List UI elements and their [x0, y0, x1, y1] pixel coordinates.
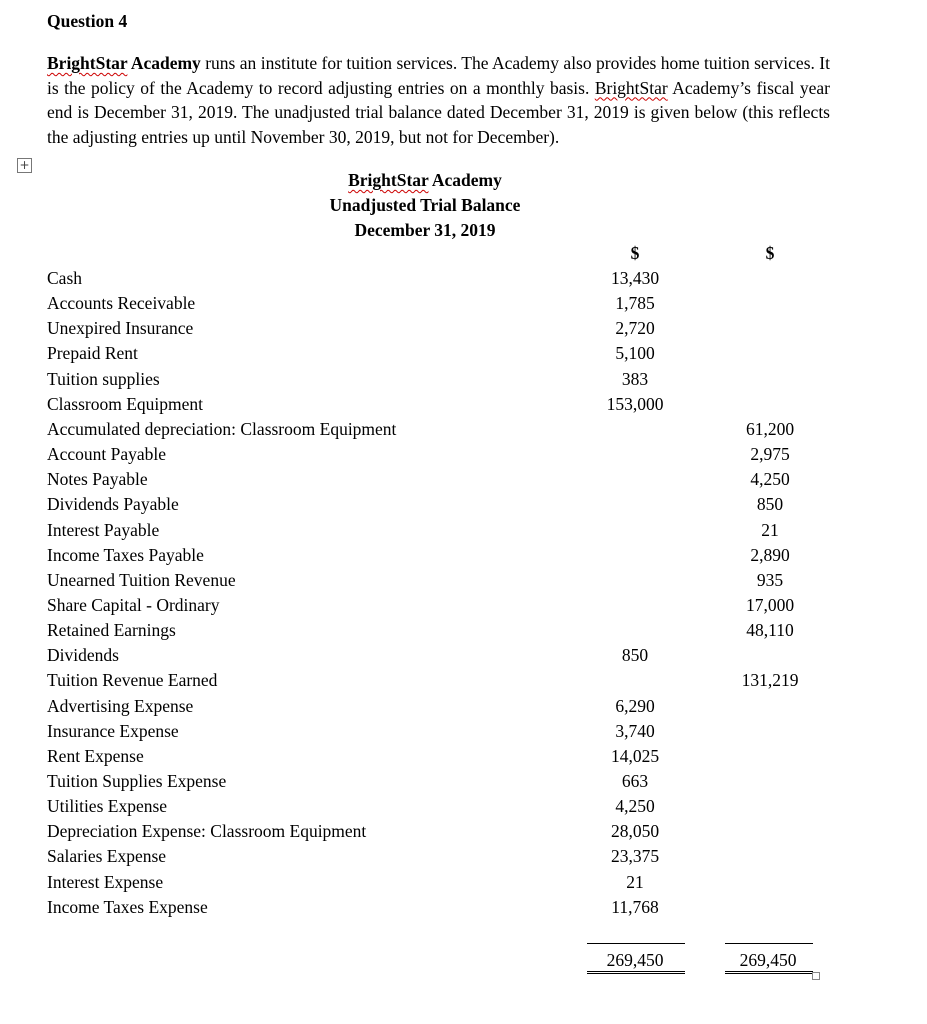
table-row — [0, 545, 927, 570]
credit-subtotal-rule — [725, 943, 813, 944]
account-label: Tuition Supplies Expense — [47, 771, 227, 791]
debit-amount: 11,768 — [611, 896, 659, 917]
question-paragraph — [47, 51, 830, 150]
credit-amount: 935 — [756, 569, 784, 590]
debit-amount: 850 — [621, 645, 649, 666]
company-name-2: BrightStar — [594, 77, 668, 98]
table-row — [0, 520, 927, 545]
credit-total-double-rule — [725, 971, 813, 974]
paragraph-text-2: Academy’s fiscal year end is December 31, 2019. The unadjusted trial balance dated December 31, 2019 is given below (this reflects the adjusting entries up until November 30, 2019, but not for December). — [47, 77, 830, 148]
credit-amount: 131,219 — [741, 670, 799, 691]
account-label: Accounts Receivable — [47, 293, 196, 314]
credit-amount: 850 — [756, 494, 784, 515]
credit-amount: 61,200 — [745, 418, 795, 439]
account-label: Interest Payable — [47, 519, 160, 540]
debit-amount: 13,430 — [610, 268, 660, 288]
table-row — [0, 696, 927, 721]
table-row — [0, 268, 927, 293]
account-label: Utilities Expense — [47, 796, 168, 817]
account-label: Notes Payable — [47, 469, 148, 490]
table-row — [0, 419, 927, 444]
table-row — [0, 771, 927, 796]
table-row — [0, 494, 927, 519]
account-label: Dividends Payable — [47, 494, 179, 515]
account-label: Tuition Revenue Earned — [47, 670, 218, 691]
debit-amount: 2,720 — [615, 318, 655, 339]
debit-amount: 6,290 — [615, 695, 655, 716]
account-label: Depreciation Expense: Classroom Equipment — [47, 821, 367, 842]
account-label: Insurance Expense — [47, 720, 179, 741]
account-label: Salaries Expense — [47, 846, 167, 867]
paragraph-text-1: runs an institute for tuition services. The Academy also provides home tuition services. It is the policy of the Academy to record adjusting entries on a monthly basis. — [47, 53, 830, 98]
company-name-word2: Academy — [130, 53, 201, 73]
account-label: Share Capital - Ordinary — [47, 594, 220, 615]
debit-amount: 23,375 — [610, 846, 660, 867]
company-name: BrightStar — [47, 53, 128, 73]
credit-currency: $ — [765, 243, 775, 263]
currency-header-row — [0, 243, 927, 268]
account-label: Unexpired Insurance — [47, 318, 194, 339]
account-label: Interest Expense — [47, 871, 164, 892]
table-row — [0, 444, 927, 469]
account-label: Unearned Tuition Revenue — [47, 569, 236, 590]
account-label: Advertising Expense — [47, 695, 194, 716]
account-label: Income Taxes Payable — [47, 544, 204, 565]
account-label: Tuition supplies — [47, 368, 160, 389]
credit-amount: 2,975 — [750, 444, 790, 465]
statement-date: December 31, 2019 — [354, 220, 496, 240]
credit-amount: 17,000 — [745, 594, 795, 615]
account-label: Classroom Equipment — [47, 393, 204, 414]
debit-currency: $ — [630, 243, 640, 263]
table-row — [0, 872, 927, 897]
table-row — [0, 369, 927, 394]
credit-amount: 4,250 — [750, 469, 790, 490]
table-row — [0, 746, 927, 771]
account-label: Accumulated depreciation: Classroom Equipment — [47, 418, 397, 439]
total-credit: 269,450 — [739, 950, 797, 970]
debit-amount: 663 — [621, 771, 649, 791]
account-label: Rent Expense — [47, 745, 144, 766]
table-row — [0, 796, 927, 821]
table-row — [0, 394, 927, 419]
account-label: Dividends — [47, 645, 119, 666]
resize-handle-icon[interactable] — [812, 972, 820, 980]
debit-amount: 28,050 — [610, 821, 660, 842]
debit-amount: 153,000 — [606, 393, 664, 414]
table-row — [0, 846, 927, 871]
account-label: Prepaid Rent — [47, 343, 138, 364]
debit-amount: 3,740 — [615, 720, 655, 741]
statement-company: BrightStar Academy — [348, 170, 502, 190]
table-row — [0, 645, 927, 670]
debit-total-double-rule — [587, 971, 685, 974]
debit-amount: 4,250 — [615, 796, 655, 817]
table-row — [0, 721, 927, 746]
table-row — [0, 897, 927, 922]
credit-amount: 48,110 — [746, 620, 794, 641]
account-label: Retained Earnings — [47, 620, 176, 641]
table-row — [0, 343, 927, 368]
table-row — [0, 821, 927, 846]
debit-amount: 383 — [621, 368, 649, 389]
table-row — [0, 318, 927, 343]
table-row — [0, 595, 927, 620]
debit-amount: 1,785 — [615, 293, 655, 314]
debit-subtotal-rule — [587, 943, 685, 944]
debit-amount: 21 — [626, 871, 644, 892]
credit-amount: 2,890 — [750, 544, 790, 565]
total-debit: 269,450 — [606, 950, 664, 970]
table-row — [0, 620, 927, 645]
account-label: Account Payable — [47, 444, 167, 465]
question-title: Question 4 — [47, 11, 128, 31]
move-handle-icon[interactable]: + — [17, 158, 32, 173]
table-row — [0, 570, 927, 595]
table-row — [0, 293, 927, 318]
debit-amount: 5,100 — [615, 343, 655, 364]
debit-amount: 14,025 — [610, 745, 660, 766]
statement-title: Unadjusted Trial Balance — [329, 195, 521, 215]
table-row — [0, 469, 927, 494]
credit-amount: 21 — [761, 519, 779, 540]
account-label: Cash — [47, 268, 82, 288]
table-row — [0, 670, 927, 695]
account-label: Income Taxes Expense — [47, 896, 208, 917]
